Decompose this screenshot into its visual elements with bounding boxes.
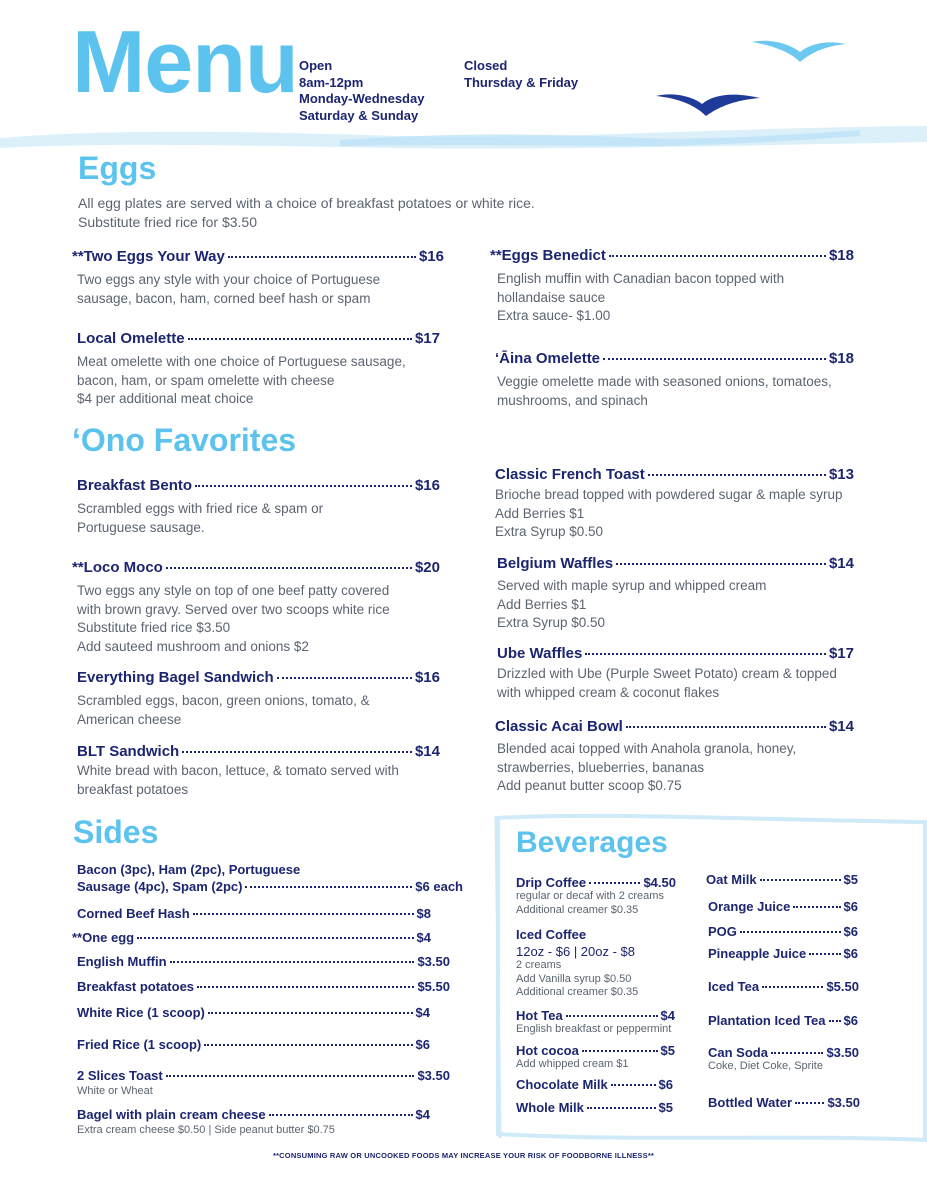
section-title-beverages: Beverages <box>516 826 668 859</box>
item-name: Local Omelette <box>77 330 185 347</box>
leader-dots <box>208 1012 413 1014</box>
menu-item <box>77 743 440 799</box>
item-price: $3.50 <box>827 1095 860 1110</box>
side-item <box>77 906 431 921</box>
item-name: **Two Eggs Your Way <box>72 248 225 265</box>
leader-dots <box>582 1050 658 1052</box>
leader-dots <box>611 1084 656 1086</box>
open-time: 8am-12pm <box>299 74 364 90</box>
leader-dots <box>616 563 826 565</box>
beverage-item <box>708 924 858 939</box>
item-note: White or Wheat <box>77 1085 153 1097</box>
closed-days-text: Thursday & Friday <box>464 74 579 90</box>
item-name: Chocolate Milk <box>516 1077 608 1092</box>
leader-dots <box>829 1020 841 1022</box>
leader-dots <box>182 751 412 753</box>
item-name: POG <box>708 924 737 939</box>
item-note: Extra cream cheese $0.50 | Side peanut butter $0.75 <box>77 1124 335 1136</box>
item-price: $6 <box>843 946 858 961</box>
item-price: $16 <box>418 248 444 265</box>
item-name: Drip Coffee <box>516 875 587 890</box>
item-description: Blended acai topped with Anahola granola, honey, <box>497 741 797 756</box>
leader-dots <box>589 882 640 884</box>
leader-dots <box>809 953 840 955</box>
side-item <box>77 861 463 894</box>
menu-item <box>495 718 854 796</box>
item-description: American cheese <box>77 711 182 727</box>
item-description: hollandaise sauce <box>497 289 606 305</box>
section-title-ono-favorites: ‘Ono Favorites <box>72 422 297 458</box>
item-name: **Eggs Benedict <box>490 247 606 264</box>
item-price: $3.50 <box>826 1045 859 1060</box>
leader-dots <box>760 879 841 881</box>
item-name: Belgium Waffles <box>497 555 614 572</box>
item-name: Classic Acai Bowl <box>495 718 623 735</box>
bird-icon <box>752 41 846 62</box>
item-price: $6 <box>415 1037 430 1052</box>
item-price: $5 <box>843 872 858 887</box>
leader-dots <box>762 986 823 988</box>
footer-disclaimer: **CONSUMING RAW OR UNCOOKED FOODS MAY INCREASE YOUR RISK OF FOODBORNE ILLNESS** <box>272 1151 655 1160</box>
item-name: **Loco Moco <box>72 559 163 576</box>
item-name: Hot cocoa <box>516 1043 579 1058</box>
item-price: $16 <box>414 477 440 494</box>
item-price: $4 <box>415 1107 430 1122</box>
item-description: Brioche bread topped with powdered sugar & maple syrup <box>495 487 843 502</box>
item-description: mushrooms, and spinach <box>497 392 648 408</box>
menu-item <box>495 350 854 410</box>
item-note: Additional creamer $0.35 <box>516 986 639 998</box>
item-note: Coke, Diet Coke, Sprite <box>708 1060 823 1072</box>
item-name: Bacon (3pc), Ham (2pc), Portuguese <box>77 862 301 877</box>
open-hours <box>299 58 424 124</box>
section-title-eggs: Eggs <box>78 150 157 186</box>
item-description: Portuguese sausage. <box>77 519 205 535</box>
leader-dots <box>587 1107 656 1109</box>
leader-dots <box>566 1015 658 1017</box>
item-note: Add whipped cream $1 <box>516 1058 629 1070</box>
item-name: Iced Tea <box>708 979 760 994</box>
menu-item <box>77 330 440 409</box>
menu-item <box>72 559 440 656</box>
beverage-item <box>708 899 858 914</box>
item-price: $14 <box>828 555 854 572</box>
item-note: Additional creamer $0.35 <box>516 903 639 916</box>
item-price: $6 <box>843 924 858 939</box>
beverage-item <box>706 872 858 887</box>
intro-text: Substitute fried rice for $3.50 <box>78 213 257 230</box>
menu-item <box>497 555 854 633</box>
item-name: Sausage (4pc), Spam (2pc) <box>77 879 243 894</box>
item-description: White bread with bacon, lettuce, & tomato served with <box>77 763 399 778</box>
item-price: $18 <box>828 247 854 264</box>
side-item <box>77 1107 430 1136</box>
item-description: with whipped cream & coconut flakes <box>497 684 720 700</box>
beverage-item <box>708 946 858 961</box>
intro-text: All egg plates are served with a choice of breakfast potatoes or white rice. <box>78 195 535 211</box>
item-description: sausage, bacon, ham, corned beef hash or spam <box>77 290 371 306</box>
leader-dots <box>626 726 826 728</box>
item-price: $6 each <box>415 879 463 894</box>
item-description: Meat omelette with one choice of Portuguese sausage, <box>77 354 406 369</box>
leader-dots <box>195 485 412 487</box>
item-price: $17 <box>828 645 854 662</box>
item-description: Add Berries $1 <box>495 505 585 521</box>
item-name: Iced Coffee <box>516 927 587 942</box>
item-note: Add Vanilla syrup $0.50 <box>516 972 632 985</box>
item-description: Add Berries $1 <box>497 596 587 612</box>
item-price: $5 <box>660 1043 675 1058</box>
open-days: Saturday & Sunday <box>299 107 419 123</box>
leader-dots <box>193 913 414 915</box>
item-price: $4 <box>415 1005 430 1020</box>
item-note: 2 creams <box>516 959 562 971</box>
item-name: ‘Āina Omelette <box>495 350 601 367</box>
beverage-item <box>708 1045 859 1074</box>
side-item <box>77 954 450 969</box>
side-item <box>77 1068 450 1097</box>
item-price-sizes: 12oz - $6 | 20oz - $8 <box>516 944 636 959</box>
item-price: $17 <box>414 330 440 347</box>
leader-dots <box>795 1102 824 1104</box>
leader-dots <box>137 937 413 939</box>
item-description: Two eggs any style on top of one beef patty covered <box>77 583 390 598</box>
item-price: $5.50 <box>417 979 450 994</box>
item-price: $8 <box>416 906 431 921</box>
item-price: $3.50 <box>417 1068 450 1083</box>
menu-item <box>77 477 440 537</box>
item-description: Served with maple syrup and whipped cream <box>497 578 767 593</box>
leader-dots <box>609 255 826 257</box>
page-title: Menu <box>72 12 298 111</box>
leader-dots <box>166 567 412 569</box>
leader-dots <box>603 358 826 360</box>
item-description: Add sauteed mushroom and onions $2 <box>77 638 309 654</box>
item-description: English muffin with Canadian bacon topped with <box>497 271 785 286</box>
item-price: $14 <box>828 718 854 735</box>
item-name: White Rice (1 scoop) <box>77 1005 205 1020</box>
item-name: Fried Rice (1 scoop) <box>77 1037 202 1052</box>
item-description: Add peanut butter scoop $0.75 <box>497 778 682 793</box>
leader-dots <box>245 886 412 888</box>
item-price: $4.50 <box>643 875 676 890</box>
beverage-item <box>516 1008 675 1037</box>
closed-label: Closed <box>464 58 508 73</box>
item-description: breakfast potatoes <box>77 781 189 797</box>
item-description: with brown gravy. Served over two scoops white rice <box>77 601 390 617</box>
beverage-item <box>708 1095 860 1110</box>
item-name: BLT Sandwich <box>77 743 180 760</box>
item-name: Hot Tea <box>516 1008 563 1023</box>
item-description: Extra Syrup $0.50 <box>497 615 606 630</box>
item-name: Ube Waffles <box>497 645 583 662</box>
item-name: Corned Beef Hash <box>77 906 190 921</box>
item-description: Extra sauce- $1.00 <box>497 308 611 323</box>
item-price: $6 <box>843 899 858 914</box>
leader-dots <box>648 474 826 476</box>
menu-item <box>490 247 854 326</box>
item-price: $3.50 <box>417 954 450 969</box>
open-label: Open <box>299 58 333 73</box>
beverage-item <box>516 1100 673 1115</box>
item-description: Two eggs any style with your choice of Portuguese <box>77 272 381 287</box>
item-name: Plantation Iced Tea <box>708 1013 826 1028</box>
item-note: regular or decaf with 2 creams <box>516 890 664 902</box>
item-description: Extra Syrup $0.50 <box>495 524 604 539</box>
item-price: $20 <box>414 559 440 576</box>
leader-dots <box>793 906 840 908</box>
item-name: 2 Slices Toast <box>77 1068 163 1083</box>
beverage-item <box>516 1043 675 1072</box>
item-description: strawberries, blueberries, bananas <box>497 759 705 775</box>
beverage-item <box>516 1077 673 1092</box>
item-price: $14 <box>414 743 440 760</box>
eggs-intro <box>78 194 535 231</box>
open-days: Monday-Wednesday <box>299 91 425 106</box>
item-description: $4 per additional meat choice <box>77 391 254 406</box>
item-description: bacon, ham, or spam omelette with cheese <box>77 372 335 388</box>
leader-dots <box>166 1075 415 1077</box>
leader-dots <box>204 1044 412 1046</box>
item-price: $5.50 <box>826 979 859 994</box>
item-price: $16 <box>414 669 440 686</box>
item-name: Breakfast Bento <box>77 477 193 494</box>
item-description: Drizzled with Ube (Purple Sweet Potato) cream & topped <box>497 666 837 681</box>
side-item <box>77 1037 430 1052</box>
item-price: $13 <box>828 466 854 483</box>
item-name: Can Soda <box>708 1045 768 1060</box>
item-name: Whole Milk <box>516 1100 584 1115</box>
leader-dots <box>269 1114 413 1116</box>
item-price: $5 <box>658 1100 673 1115</box>
item-description: Veggie omelette made with seasoned onions, tomatoes, <box>497 374 832 389</box>
menu-item <box>72 248 444 308</box>
side-item <box>72 930 431 945</box>
leader-dots <box>188 338 412 340</box>
leader-dots <box>771 1052 823 1054</box>
item-name: English Muffin <box>77 954 167 969</box>
item-price: $6 <box>843 1013 858 1028</box>
item-note: English breakfast or peppermint <box>516 1023 672 1035</box>
item-description: Scrambled eggs, bacon, green onions, tomato, & <box>77 693 370 708</box>
side-item <box>77 1005 430 1020</box>
side-item <box>77 979 450 994</box>
item-name: Bottled Water <box>708 1095 793 1110</box>
leader-dots <box>740 931 841 933</box>
leader-dots <box>197 986 414 988</box>
leader-dots <box>170 961 415 963</box>
leader-dots <box>277 677 412 679</box>
item-name: Orange Juice <box>708 899 791 914</box>
beverage-item <box>708 1013 858 1028</box>
item-name: Everything Bagel Sandwich <box>77 669 274 686</box>
leader-dots <box>228 256 416 258</box>
menu-item <box>495 466 854 542</box>
beverage-item <box>516 927 696 1000</box>
beverage-item <box>516 875 676 917</box>
item-price: $18 <box>828 350 854 367</box>
beverage-item <box>708 979 859 994</box>
item-name: Bagel with plain cream cheese <box>77 1107 266 1122</box>
item-name: Breakfast potatoes <box>77 979 195 994</box>
menu-item <box>77 669 440 729</box>
item-name: Oat Milk <box>706 872 757 887</box>
item-description: Scrambled eggs with fried rice & spam or <box>77 501 324 516</box>
closed-days <box>464 58 578 91</box>
section-title-sides: Sides <box>73 814 159 850</box>
item-name: **One egg <box>72 930 135 945</box>
item-name: Pineapple Juice <box>708 946 807 961</box>
item-price: $4 <box>660 1008 675 1023</box>
item-description: Substitute fried rice $3.50 <box>77 620 231 635</box>
item-name: Classic French Toast <box>495 466 645 483</box>
item-price: $6 <box>658 1077 673 1092</box>
bird-icon <box>656 94 760 116</box>
menu-item <box>497 645 854 702</box>
item-price: $4 <box>416 930 431 945</box>
leader-dots <box>585 653 826 655</box>
